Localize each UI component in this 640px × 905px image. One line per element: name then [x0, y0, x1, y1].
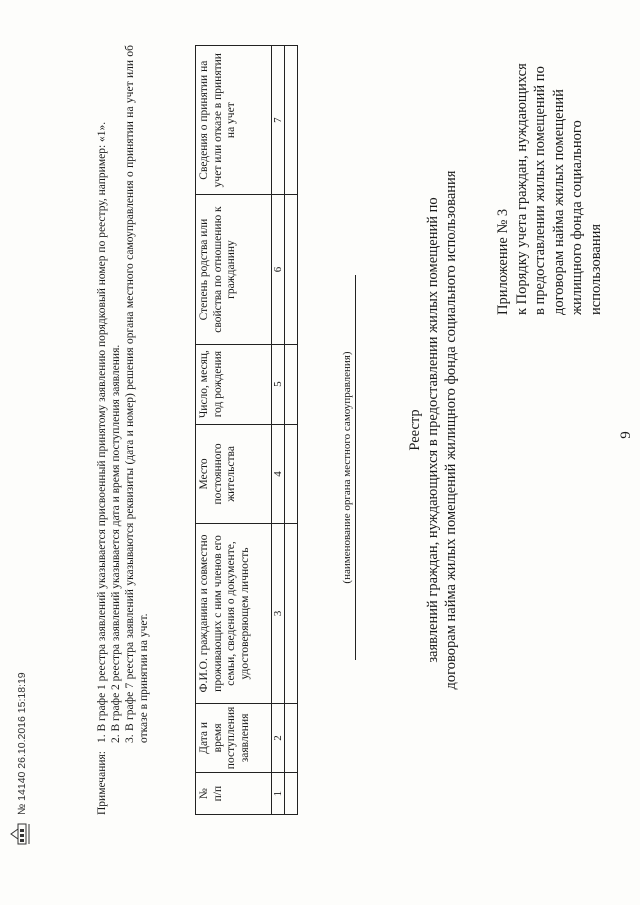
appendix-line: жилищного фонда социального	[569, 120, 585, 315]
notes-body	[95, 45, 151, 743]
authority-caption: (наименование органа местного самоуправления)	[341, 351, 353, 584]
appendix-line: в предоставлении жилых помещений по	[532, 66, 548, 315]
note-item: 3. В графе 7 реестра заявлений указываются реквизиты (дата и номер) решения органа местного самоуправления о принятии на учет или об отказе в принятии на учет.	[124, 45, 150, 743]
column-number-cell: 2	[272, 703, 285, 773]
table-row	[285, 46, 298, 815]
note-item: 1. В графе 1 реестра заявлений указывается присвоенный принятому заявлению порядковый номер по реестру, например: «1».	[96, 121, 108, 743]
document-title: Реестр	[407, 409, 423, 451]
document-subtitle: договорам найма жилых помещений жилищного фонда социального использования	[443, 170, 459, 690]
empty-cell	[285, 773, 298, 815]
empty-cell	[285, 195, 298, 344]
appendix-line: использования	[587, 223, 604, 315]
document-registration-id: № 14140 26.10.2016 15:18:19	[16, 672, 28, 815]
page-number: 9	[618, 431, 634, 439]
column-number-cell: 7	[272, 46, 285, 195]
appendix-line: договорам найма жилых помещений	[550, 89, 567, 315]
column-number-cell: 6	[272, 195, 285, 344]
column-header-residence: Место постоянного жительства	[196, 424, 272, 524]
column-header-date: Дата и время поступления заявления	[196, 703, 272, 773]
column-number-cell: 1	[272, 773, 285, 815]
column-header-kinship: Степень родства или свойства по отношению к гражданину	[196, 195, 272, 344]
notes-label: Примечания:	[96, 751, 108, 815]
note-item: 2. В графе 2 реестра заявлений указывается дата и время поступления заявления.	[110, 344, 122, 743]
appendix-title: Приложение № 3	[495, 208, 511, 315]
registration-stamp-icon	[6, 821, 32, 847]
authority-underline	[355, 275, 356, 660]
empty-cell	[285, 344, 298, 424]
column-number-cell: 4	[272, 424, 285, 524]
column-header-fullname: Ф.И.О. гражданина и совместно проживающих с ним членов его семьи, сведения о документе, удостоверяющем личность	[196, 524, 272, 703]
empty-cell	[285, 703, 298, 773]
column-number-cell: 3	[272, 524, 285, 703]
empty-cell	[285, 424, 298, 524]
column-header-birthdate: Число, месяц, год рождения	[196, 344, 272, 424]
document-title-block	[406, 75, 460, 785]
appendix-block	[494, 15, 605, 315]
empty-cell	[285, 46, 298, 195]
empty-cell	[285, 524, 298, 703]
column-header-number: № п/п	[196, 773, 272, 815]
document-subtitle: заявлений граждан, нуждающихся в предоставлении жилых помещений по	[425, 197, 441, 663]
column-header-decision: Сведения о принятии на учет или отказе в принятии на учет	[196, 46, 272, 195]
column-number-cell: 5	[272, 344, 285, 424]
registry-table	[195, 45, 298, 815]
appendix-line: к Порядку учета граждан, нуждающихся	[513, 63, 530, 315]
